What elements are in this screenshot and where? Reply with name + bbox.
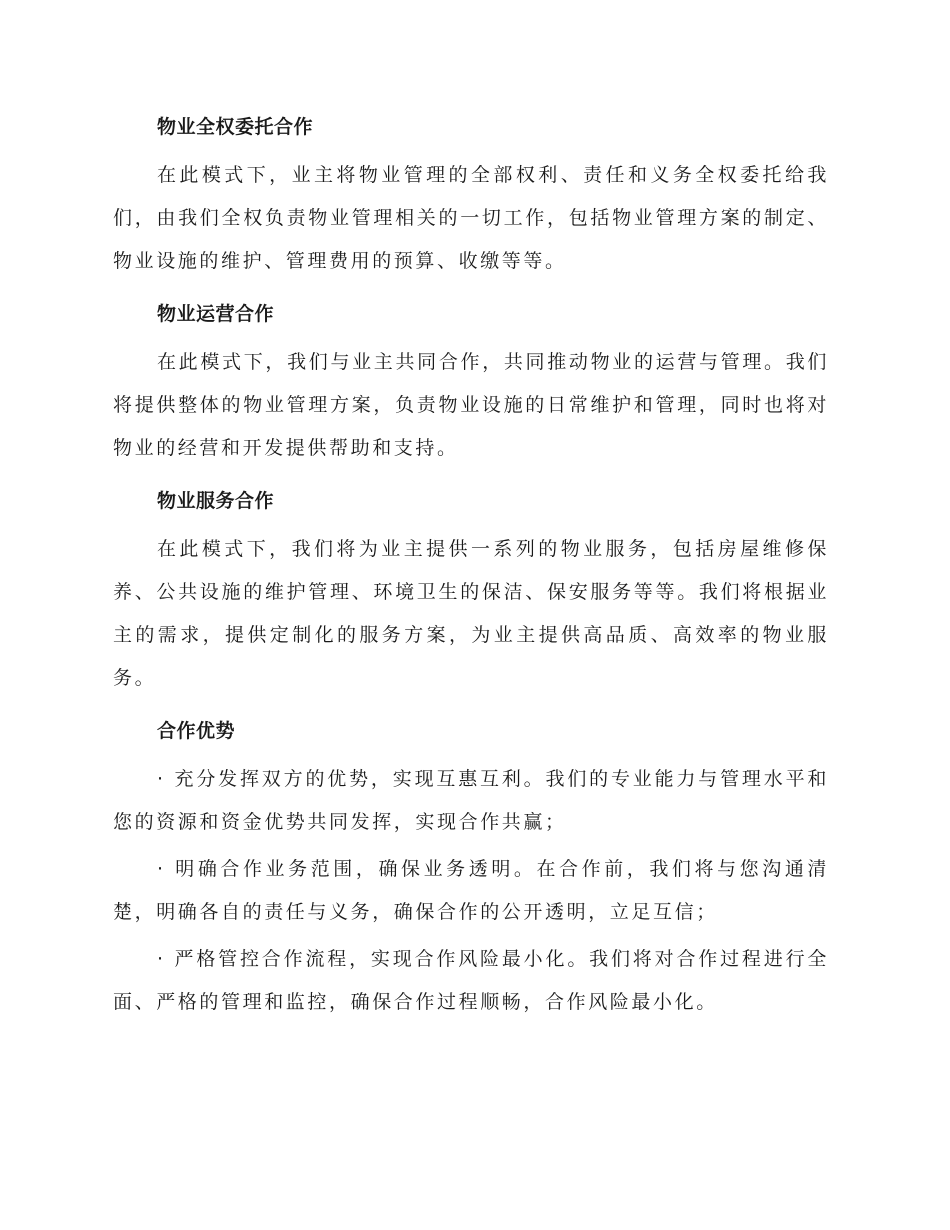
- section-heading: 物业运营合作: [157, 303, 275, 325]
- bullet-paragraph: · 充分发挥双方的优势，实现互惠互利。我们的专业能力与管理水平和您的资源和资金优势共同发挥，实现合作共赢；: [113, 768, 829, 833]
- section-paragraph: 在此模式下，业主将物业管理的全部权利、责任和义务全权委托给我们，由我们全权负责物业管理相关的一切工作，包括物业管理方案的制定、物业设施的维护、管理费用的预算、收缴等等。: [113, 164, 829, 272]
- section-paragraph: 在此模式下，我们将为业主提供一系列的物业服务，包括房屋维修保养、公共设施的维护管理、环境卫生的保洁、保安服务等等。我们将根据业主的需求，提供定制化的服务方案，为业主提供高品质、高效率的物业服务。: [113, 538, 829, 689]
- section-heading: 物业服务合作: [157, 490, 275, 512]
- section-paragraph: 在此模式下，我们与业主共同合作，共同推动物业的运营与管理。我们将提供整体的物业管理方案，负责物业设施的日常维护和管理，同时也将对物业的经营和开发提供帮助和支持。: [113, 351, 829, 459]
- bullet-paragraph: · 严格管控合作流程，实现合作风险最小化。我们将对合作过程进行全面、严格的管理和监控，确保合作过程顺畅，合作风险最小化。: [113, 948, 829, 1013]
- bullet-paragraph: · 明确合作业务范围，确保业务透明。在合作前，我们将与您沟通清楚，明确各自的责任与义务，确保合作的公开透明，立足互信；: [113, 858, 829, 923]
- section-heading: 合作优势: [157, 720, 236, 742]
- section-heading: 物业全权委托合作: [157, 116, 314, 138]
- document-page: [113, 108, 829, 1024]
